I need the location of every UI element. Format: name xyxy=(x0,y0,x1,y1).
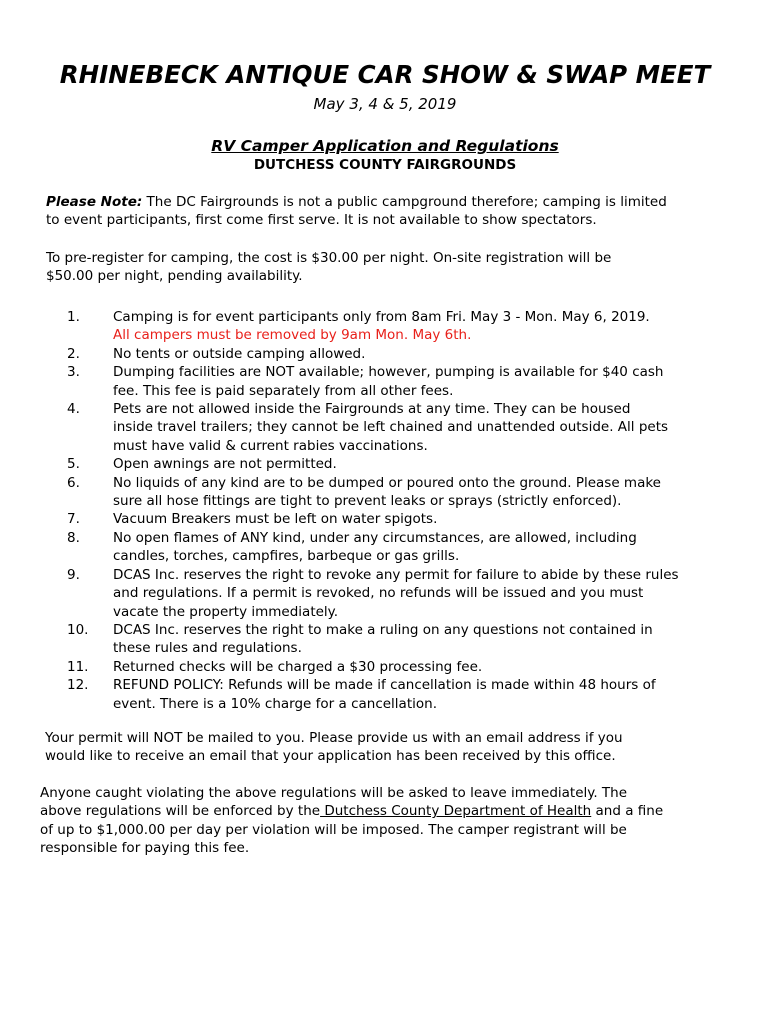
rule-text: Vacuum Breakers must be left on water spigots. xyxy=(113,511,438,528)
rule-number: 11. xyxy=(67,658,89,675)
preregistration-text-2: $50.00 per night, pending availability. xyxy=(46,268,303,285)
violation-text-4: responsible for paying this fee. xyxy=(40,840,250,857)
please-note-text-1: The DC Fairgrounds is not a public campground therefore; camping is limited xyxy=(142,194,667,210)
rule-text: DCAS Inc. reserves the right to revoke any permit for failure to abide by these rules xyxy=(113,566,679,583)
application-subtitle: RV Camper Application and Regulations xyxy=(211,137,559,155)
rule-item xyxy=(0,308,770,345)
rule-item xyxy=(0,400,770,455)
rule-item xyxy=(0,510,770,528)
rule-number: 12. xyxy=(67,677,89,694)
rule-text: Pets are not allowed inside the Fairgrounds at any time. They can be housed xyxy=(113,401,631,418)
rule-number: 1. xyxy=(67,309,80,325)
rule-text: Dumping facilities are NOT available; however, pumping is available for $40 cash xyxy=(113,364,664,381)
permit-text-1: Your permit will NOT be mailed to you. Please provide us with an email address if you xyxy=(45,730,623,746)
document-title: RHINEBECK ANTIQUE CAR SHOW & SWAP MEET xyxy=(59,60,711,89)
rule-number: 10. xyxy=(67,621,89,638)
rule-number: 2. xyxy=(67,345,80,362)
rule-number: 7. xyxy=(67,511,80,528)
rule-item xyxy=(0,474,770,511)
preregistration-text-1: To pre-register for camping, the cost is $30.00 per night. On-site registration will be xyxy=(46,250,612,266)
rule-item xyxy=(0,566,770,621)
rule-text: Camping is for event participants only from 8am Fri. May 3 - Mon. May 6, 2019. xyxy=(113,309,650,325)
please-note-text-2: to event participants, first come first serve. It is not available to show spectators. xyxy=(46,212,597,229)
violation-text-3: of up to $1,000.00 per day per violation will be imposed. The camper registrant will be xyxy=(40,821,627,838)
rule-text: Returned checks will be charged a $30 processing fee. xyxy=(113,658,483,675)
rule-item xyxy=(0,676,770,713)
violation-paragraph xyxy=(40,784,663,858)
rule-item xyxy=(0,621,770,658)
event-dates: May 3, 4 & 5, 2019 xyxy=(313,95,457,113)
rule-text: vacate the property immediately. xyxy=(113,603,339,620)
rule-text: these rules and regulations. xyxy=(113,640,302,657)
venue-name: DUTCHESS COUNTY FAIRGROUNDS xyxy=(253,157,517,173)
permit-paragraph xyxy=(45,729,623,766)
violation-text-2b: and a fine xyxy=(591,803,664,820)
rule-number: 3. xyxy=(67,364,80,381)
rule-text: REFUND POLICY: Refunds will be made if cancellation is made within 48 hours of xyxy=(113,677,656,694)
rules-list xyxy=(0,308,770,713)
rule-text: event. There is a 10% charge for a cancellation. xyxy=(113,695,437,712)
rule-text: and regulations. If a permit is revoked, no refunds will be issued and you must xyxy=(113,585,644,602)
rule-item xyxy=(0,363,770,400)
permit-text-2: would like to receive an email that your application has been received by this office. xyxy=(45,748,616,765)
preregistration-paragraph xyxy=(46,249,611,286)
rule-item xyxy=(0,658,770,676)
rule-text: DCAS Inc. reserves the right to make a ruling on any questions not contained in xyxy=(113,621,653,638)
rule-number: 9. xyxy=(67,566,80,583)
please-note-paragraph xyxy=(46,193,667,230)
health-department-link[interactable]: Dutchess County Department of Health xyxy=(320,803,592,820)
rule-item xyxy=(0,529,770,566)
rule-number: 4. xyxy=(67,401,80,418)
rule-text: No open flames of ANY kind, under any circumstances, are allowed, including xyxy=(113,529,637,546)
rule-text: fee. This fee is paid separately from all other fees. xyxy=(113,382,454,399)
rule-number: 6. xyxy=(67,474,80,491)
rule-text: sure all hose fittings are tight to prevent leaks or sprays (strictly enforced). xyxy=(113,493,622,510)
rule-item xyxy=(0,345,770,363)
rule-highlight-text: All campers must be removed by 9am Mon. May 6th. xyxy=(113,327,472,344)
violation-text-1: Anyone caught violating the above regulations will be asked to leave immediately. The xyxy=(40,785,628,801)
please-note-label: Please Note: xyxy=(46,194,143,210)
rule-number: 5. xyxy=(67,456,80,473)
rule-text: candles, torches, campfires, barbeque or gas grills. xyxy=(113,548,460,565)
rule-number: 8. xyxy=(67,529,80,546)
rule-text: inside travel trailers; they cannot be left chained and unattended outside. All pets xyxy=(113,419,669,436)
rule-item xyxy=(0,455,770,473)
rule-text: Open awnings are not permitted. xyxy=(113,456,337,473)
rule-text: must have valid & current rabies vaccinations. xyxy=(113,437,428,454)
violation-text-2a: above regulations will be enforced by the xyxy=(40,803,321,820)
rule-text: No liquids of any kind are to be dumped or poured onto the ground. Please make xyxy=(113,474,661,491)
rule-text: No tents or outside camping allowed. xyxy=(113,345,366,362)
